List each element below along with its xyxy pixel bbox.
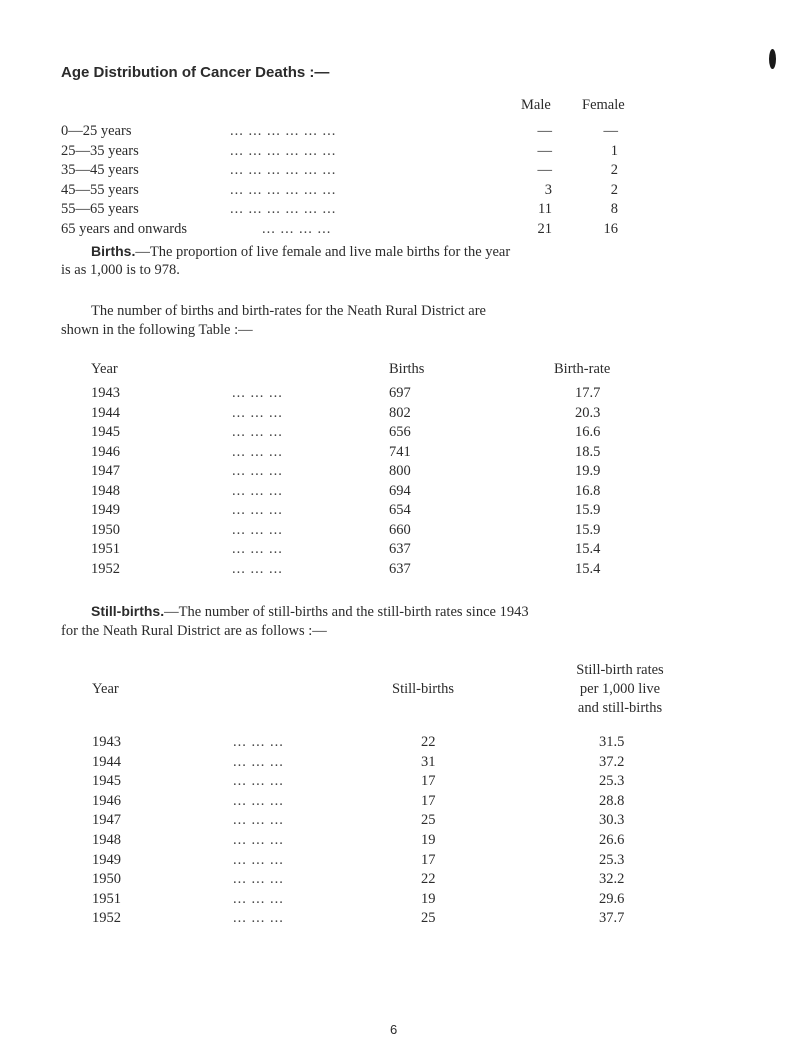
births-count: 654 (389, 502, 411, 518)
leader-dots: ... ... ... (232, 424, 283, 440)
stillbirth-rate: 29.6 (599, 890, 625, 907)
stillbirths-row (0, 832, 800, 852)
births-count: 694 (389, 482, 411, 499)
birth-rate: 15.4 (575, 560, 601, 577)
births-para-1: The number of births and birth-rates for the Neath Rural District are (91, 303, 486, 319)
male-count: 21 (537, 220, 552, 237)
stillbirths-col-rate-1: Still-birth rates (576, 662, 664, 678)
col-female-header: Female (582, 97, 625, 113)
stillbirths-count: 19 (421, 890, 436, 907)
cancer-row (0, 201, 800, 221)
birth-rate: 19.9 (575, 463, 601, 479)
stillbirth-rate: 25.3 (599, 773, 625, 790)
birth-rate: 20.3 (575, 404, 601, 421)
age-range: 45—55 years (61, 181, 139, 198)
births-count: 637 (389, 560, 411, 577)
age-range: 25—35 years (61, 142, 139, 159)
age-range: 35—45 years (61, 162, 139, 178)
stillbirths-row (0, 871, 800, 891)
year: 1943 (91, 385, 120, 401)
stillbirths-col-year: Year (92, 681, 119, 697)
year: 1945 (91, 424, 120, 440)
age-range: 55—65 years (61, 201, 139, 217)
stillbirths-count: 22 (421, 734, 436, 750)
age-range: 65 years and onwards (61, 220, 188, 237)
leader-dots: ... ... ... (232, 502, 283, 518)
stillbirths-row (0, 734, 800, 754)
female-count: 2 (610, 181, 618, 198)
births-row (0, 502, 800, 522)
female-count: 2 (610, 162, 618, 178)
leader-dots: ... ... ... (233, 871, 284, 888)
stillbirths-text-1: —The number of still-births and the still-birth rates since 1943 (164, 604, 529, 620)
stillbirths-row (0, 773, 800, 793)
year: 1947 (92, 812, 121, 829)
year: 1944 (91, 404, 120, 421)
year: 1945 (92, 773, 121, 790)
stillbirths-row (0, 812, 800, 832)
births-count: 800 (389, 463, 411, 479)
birth-rate: 16.8 (575, 482, 601, 499)
leader-dots: ... ... ... (232, 443, 283, 460)
leader-dots: ... ... ... (233, 773, 284, 790)
births-row (0, 385, 800, 405)
year: 1944 (92, 753, 121, 770)
female-count: 16 (603, 220, 618, 237)
leader-dots: ... ... ... (232, 463, 283, 479)
stillbirths-row (0, 793, 800, 813)
birth-rate: 15.4 (575, 541, 601, 557)
stillbirths-label: Still-births. (91, 603, 165, 619)
stillbirth-rate: 32.2 (599, 871, 625, 888)
cancer-row (0, 162, 800, 182)
birth-rate: 17.7 (575, 385, 601, 401)
year: 1949 (91, 502, 120, 518)
female-count: 1 (610, 142, 618, 159)
punch-hole (769, 49, 776, 69)
cancer-heading: Age Distribution of Cancer Deaths :— (61, 64, 330, 81)
male-count: — (537, 123, 552, 139)
stillbirths-count: 17 (421, 851, 436, 868)
cancer-row (0, 221, 800, 241)
stillbirths-row (0, 891, 800, 911)
leader-dots: ... ... ... (232, 482, 283, 499)
leader-dots: ... ... ... (233, 734, 284, 750)
birth-rate: 15.9 (575, 502, 601, 518)
stillbirth-rate: 30.3 (599, 812, 625, 829)
leader-dots: ... ... ... (232, 560, 283, 577)
leader-dots: ... ... ... ... ... ... (230, 201, 337, 217)
birth-rate: 18.5 (575, 443, 601, 460)
female-count: — (603, 123, 618, 139)
birth-rate: 16.6 (575, 424, 601, 440)
stillbirths-row (0, 754, 800, 774)
leader-dots: ... ... ... (233, 910, 284, 927)
stillbirths-count: 25 (421, 910, 436, 927)
births-count: 697 (389, 385, 411, 401)
stillbirth-rate: 31.5 (599, 734, 625, 750)
year: 1948 (92, 832, 121, 848)
cancer-row (0, 143, 800, 163)
births-row (0, 561, 800, 581)
stillbirths-count: 25 (421, 812, 436, 829)
leader-dots: ... ... ... ... ... ... (230, 142, 337, 159)
births-count: 656 (389, 424, 411, 440)
leader-dots: ... ... ... ... ... ... (230, 162, 337, 178)
female-count: 8 (610, 201, 618, 217)
stillbirths-count: 31 (421, 753, 436, 770)
year: 1951 (91, 541, 120, 557)
year: 1952 (92, 910, 121, 927)
year: 1946 (92, 792, 121, 809)
leader-dots: ... ... ... (233, 812, 284, 829)
year: 1951 (92, 890, 121, 907)
stillbirths-paragraph (91, 603, 529, 621)
births-col-year: Year (91, 361, 118, 377)
births-text-1: —The proportion of live female and live male births for the year (135, 244, 511, 260)
births-count: 741 (389, 443, 411, 460)
col-male-header: Male (521, 97, 551, 113)
year: 1950 (91, 521, 120, 538)
male-count: — (537, 162, 552, 178)
leader-dots: ... ... ... ... ... ... (230, 181, 337, 198)
stillbirths-col-still: Still-births (392, 681, 455, 697)
births-row (0, 424, 800, 444)
male-count: 11 (538, 201, 552, 217)
stillbirth-rate: 25.3 (599, 851, 625, 868)
page-number: 6 (390, 1022, 398, 1037)
age-range: 0—25 years (61, 123, 132, 139)
stillbirth-rate: 37.7 (599, 910, 625, 927)
births-row (0, 522, 800, 542)
leader-dots: ... ... ... (233, 851, 284, 868)
stillbirths-text-2: for the Neath Rural District are as follows :— (61, 623, 327, 639)
leader-dots: ... ... ... (232, 404, 283, 421)
births-row (0, 483, 800, 503)
stillbirths-row (0, 852, 800, 872)
year: 1952 (91, 560, 120, 577)
year: 1943 (92, 734, 121, 750)
leader-dots: ... ... ... ... ... ... (230, 123, 337, 139)
stillbirths-count: 17 (421, 773, 436, 790)
cancer-row (0, 182, 800, 202)
births-count: 660 (389, 521, 411, 538)
stillbirths-col-rate-3: and still-births (577, 700, 663, 716)
leader-dots: ... ... ... (233, 832, 284, 848)
birth-rate: 15.9 (575, 521, 601, 538)
year: 1949 (92, 851, 121, 868)
leader-dots: ... ... ... (232, 541, 283, 557)
year: 1947 (91, 463, 120, 479)
births-row (0, 541, 800, 561)
cancer-row (0, 123, 800, 143)
year: 1950 (92, 871, 121, 888)
stillbirths-col-rate-2: per 1,000 live (579, 681, 661, 697)
stillbirths-row (0, 910, 800, 930)
births-col-births: Births (389, 361, 425, 377)
births-row (0, 444, 800, 464)
leader-dots: ... ... ... (233, 890, 284, 907)
stillbirth-rate: 28.8 (599, 792, 625, 809)
births-col-rate: Birth-rate (554, 361, 611, 377)
year: 1946 (91, 443, 120, 460)
births-para-2: shown in the following Table :— (61, 322, 253, 338)
births-paragraph (91, 243, 510, 261)
leader-dots: ... ... ... (233, 753, 284, 770)
leader-dots: ... ... ... (233, 792, 284, 809)
stillbirth-rate: 37.2 (599, 753, 625, 770)
births-count: 802 (389, 404, 411, 421)
leader-dots: ... ... ... (232, 385, 283, 401)
births-row (0, 463, 800, 483)
male-count: 3 (544, 181, 552, 198)
leader-dots: ... ... ... (232, 521, 283, 538)
male-count: — (537, 142, 552, 159)
stillbirth-rate: 26.6 (599, 832, 625, 848)
births-text-2: is as 1,000 is to 978. (61, 262, 180, 278)
stillbirths-count: 17 (421, 792, 436, 809)
births-row (0, 405, 800, 425)
births-label: Births. (91, 243, 136, 259)
stillbirths-count: 22 (421, 871, 436, 888)
stillbirths-count: 19 (421, 832, 436, 848)
leader-dots: ... ... ... ... (262, 220, 332, 237)
births-count: 637 (389, 541, 411, 557)
year: 1948 (91, 482, 120, 499)
